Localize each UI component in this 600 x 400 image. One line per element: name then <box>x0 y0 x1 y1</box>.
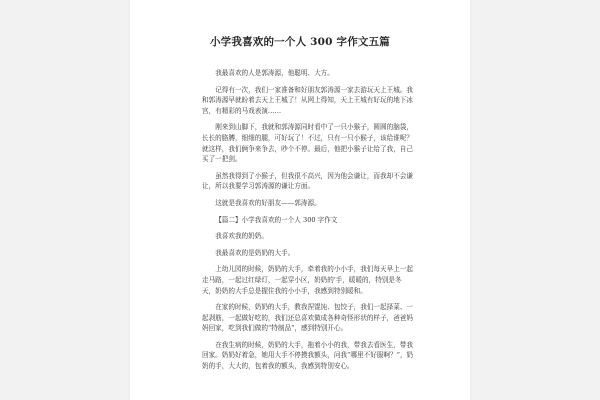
paragraph: 我最喜欢的是奶奶的大手。 <box>215 248 295 257</box>
paragraph: 刚来到山脚下，我就和郭涛源同时看中了一只小猴子，圆圆的脑袋，长长的胳膊，细细的腿，可好玩了！不过，只有一只小猴子，该给谁呢？就这样，我们俩争来争去，吵个不停。最后，他把小猴子让给了我，自己买了一把剑。 <box>202 123 413 164</box>
paragraph: 这就是我喜欢的好朋友——郭涛源。 <box>215 198 321 207</box>
paragraph: 记得有一次，我们一家准备和好朋友郭涛源一家去游玩天上王城。我和郭涛源早就盼着去天上王城了！从网上得知，天上王城有好玩的地下冰宫，有精彩的马戏表演…… <box>202 85 413 115</box>
paragraph: 虽然我得到了小猴子，但我很不高兴，因为他会谦让，而我却不会谦让，所以我要学习郭涛源的谦让方面。 <box>202 171 413 191</box>
paragraph: 上幼儿园的时候，奶奶的大手，牵着我的小小手，我们每天早上一起走马路，一起过红绿灯，一起穿小区，奶奶的'手，暖暖的，特别是冬天，奶奶的大手总是握住我的小小手，我感到特别暖和。 <box>202 265 413 295</box>
paragraph: 在我生病的时候，奶奶的大手，拖着小小的我，带我去看医生，带我回家。奶奶好着急，她用大手不停摸我额头，问我“哪里不好服啊？”，奶奶的手，大大的，包着我的额头，我感到特别安心。 <box>202 340 414 371</box>
document-page <box>130 0 470 400</box>
document-body <box>202 68 414 378</box>
paragraph: 在家的时候，奶奶的大手，教我捏馄饨、包饺子，我们一起择菜、一起剥筋，一起做好吃的，我们还总喜欢做成各种奇怪形状的样子，爸爸妈妈回家，吃到我们做的“特制品”，感到特别开心。 <box>202 303 413 333</box>
section-heading: 【篇二】小学我喜欢的一个人 300 字作文 <box>215 215 338 224</box>
document-title: 小学我喜欢的一个人 300 字作文五篇 <box>209 36 391 48</box>
paragraph: 我喜欢我的奶奶。 <box>215 232 268 241</box>
paragraph: 我最喜欢的人是郭涛源，他聪明、大方。 <box>215 69 334 77</box>
